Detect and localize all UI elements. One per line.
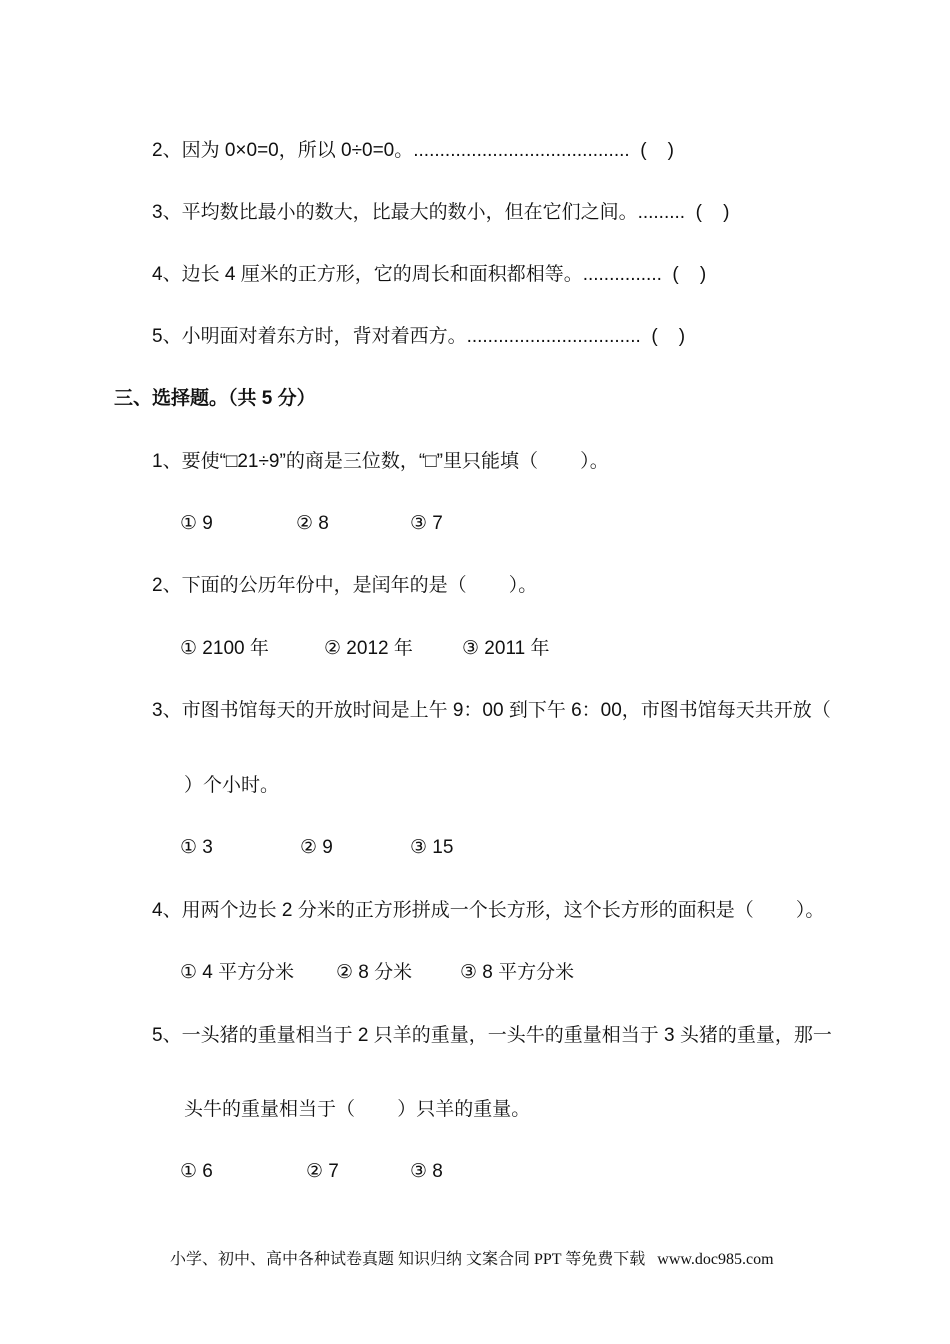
option: ① 6 [180, 1161, 213, 1182]
option: ② 7 [306, 1161, 339, 1182]
option: ① 9 [180, 513, 213, 534]
option: ① 3 [180, 837, 213, 858]
option: ③ 2011 年 [462, 638, 550, 659]
option: ③ 8 [410, 1161, 443, 1182]
option: ③ 15 [410, 837, 454, 858]
question-4: 4、用两个边长 2 分米的正方形拼成一个长方形，这个长方形的面积是（ ）。 [152, 900, 825, 921]
judge-item-2: 2、因为 0×0=0，所以 0÷0=0。......................................... ( ) [152, 140, 674, 161]
judge-item-4: 4、边长 4 厘米的正方形，它的周长和面积都相等。............... ( ) [152, 264, 707, 285]
question-5-cont: 头牛的重量相当于（ ）只羊的重量。 [184, 1099, 531, 1120]
judge-item-3: 3、平均数比最小的数大，比最大的数小，但在它们之间。......... ( ) [152, 202, 730, 223]
judge-item-5: 5、小明面对着东方时，背对着西方。................................. ( ) [152, 326, 686, 347]
option: ② 9 [300, 837, 333, 858]
option: ③ 8 平方分米 [460, 962, 575, 983]
option: ③ 7 [410, 513, 443, 534]
question-3-cont: ）个小时。 [184, 775, 280, 796]
section-heading: 三、选择题。（共 5 分） [114, 388, 316, 409]
option: ② 2012 年 [324, 638, 413, 659]
option: ① 4 平方分米 [180, 962, 295, 983]
question-5: 5、一头猪的重量相当于 2 只羊的重量，一头牛的重量相当于 3 头猪的重量，那一 [152, 1025, 832, 1046]
option: ② 8 分米 [336, 962, 413, 983]
page-footer: 小学、初中、高中各种试卷真题 知识归纳 文案合同 PPT 等免费下载 www.doc985.com [170, 1251, 774, 1268]
question-3: 3、市图书馆每天的开放时间是上午 9：00 到下午 6：00，市图书馆每天共开放（ [152, 700, 831, 721]
option: ② 8 [296, 513, 329, 534]
question-2: 2、下面的公历年份中，是闰年的是（ ）。 [152, 575, 538, 596]
option: ① 2100 年 [180, 638, 269, 659]
question-1: 1、要使“□21÷9”的商是三位数，“□”里只能填（ ）。 [152, 451, 609, 472]
